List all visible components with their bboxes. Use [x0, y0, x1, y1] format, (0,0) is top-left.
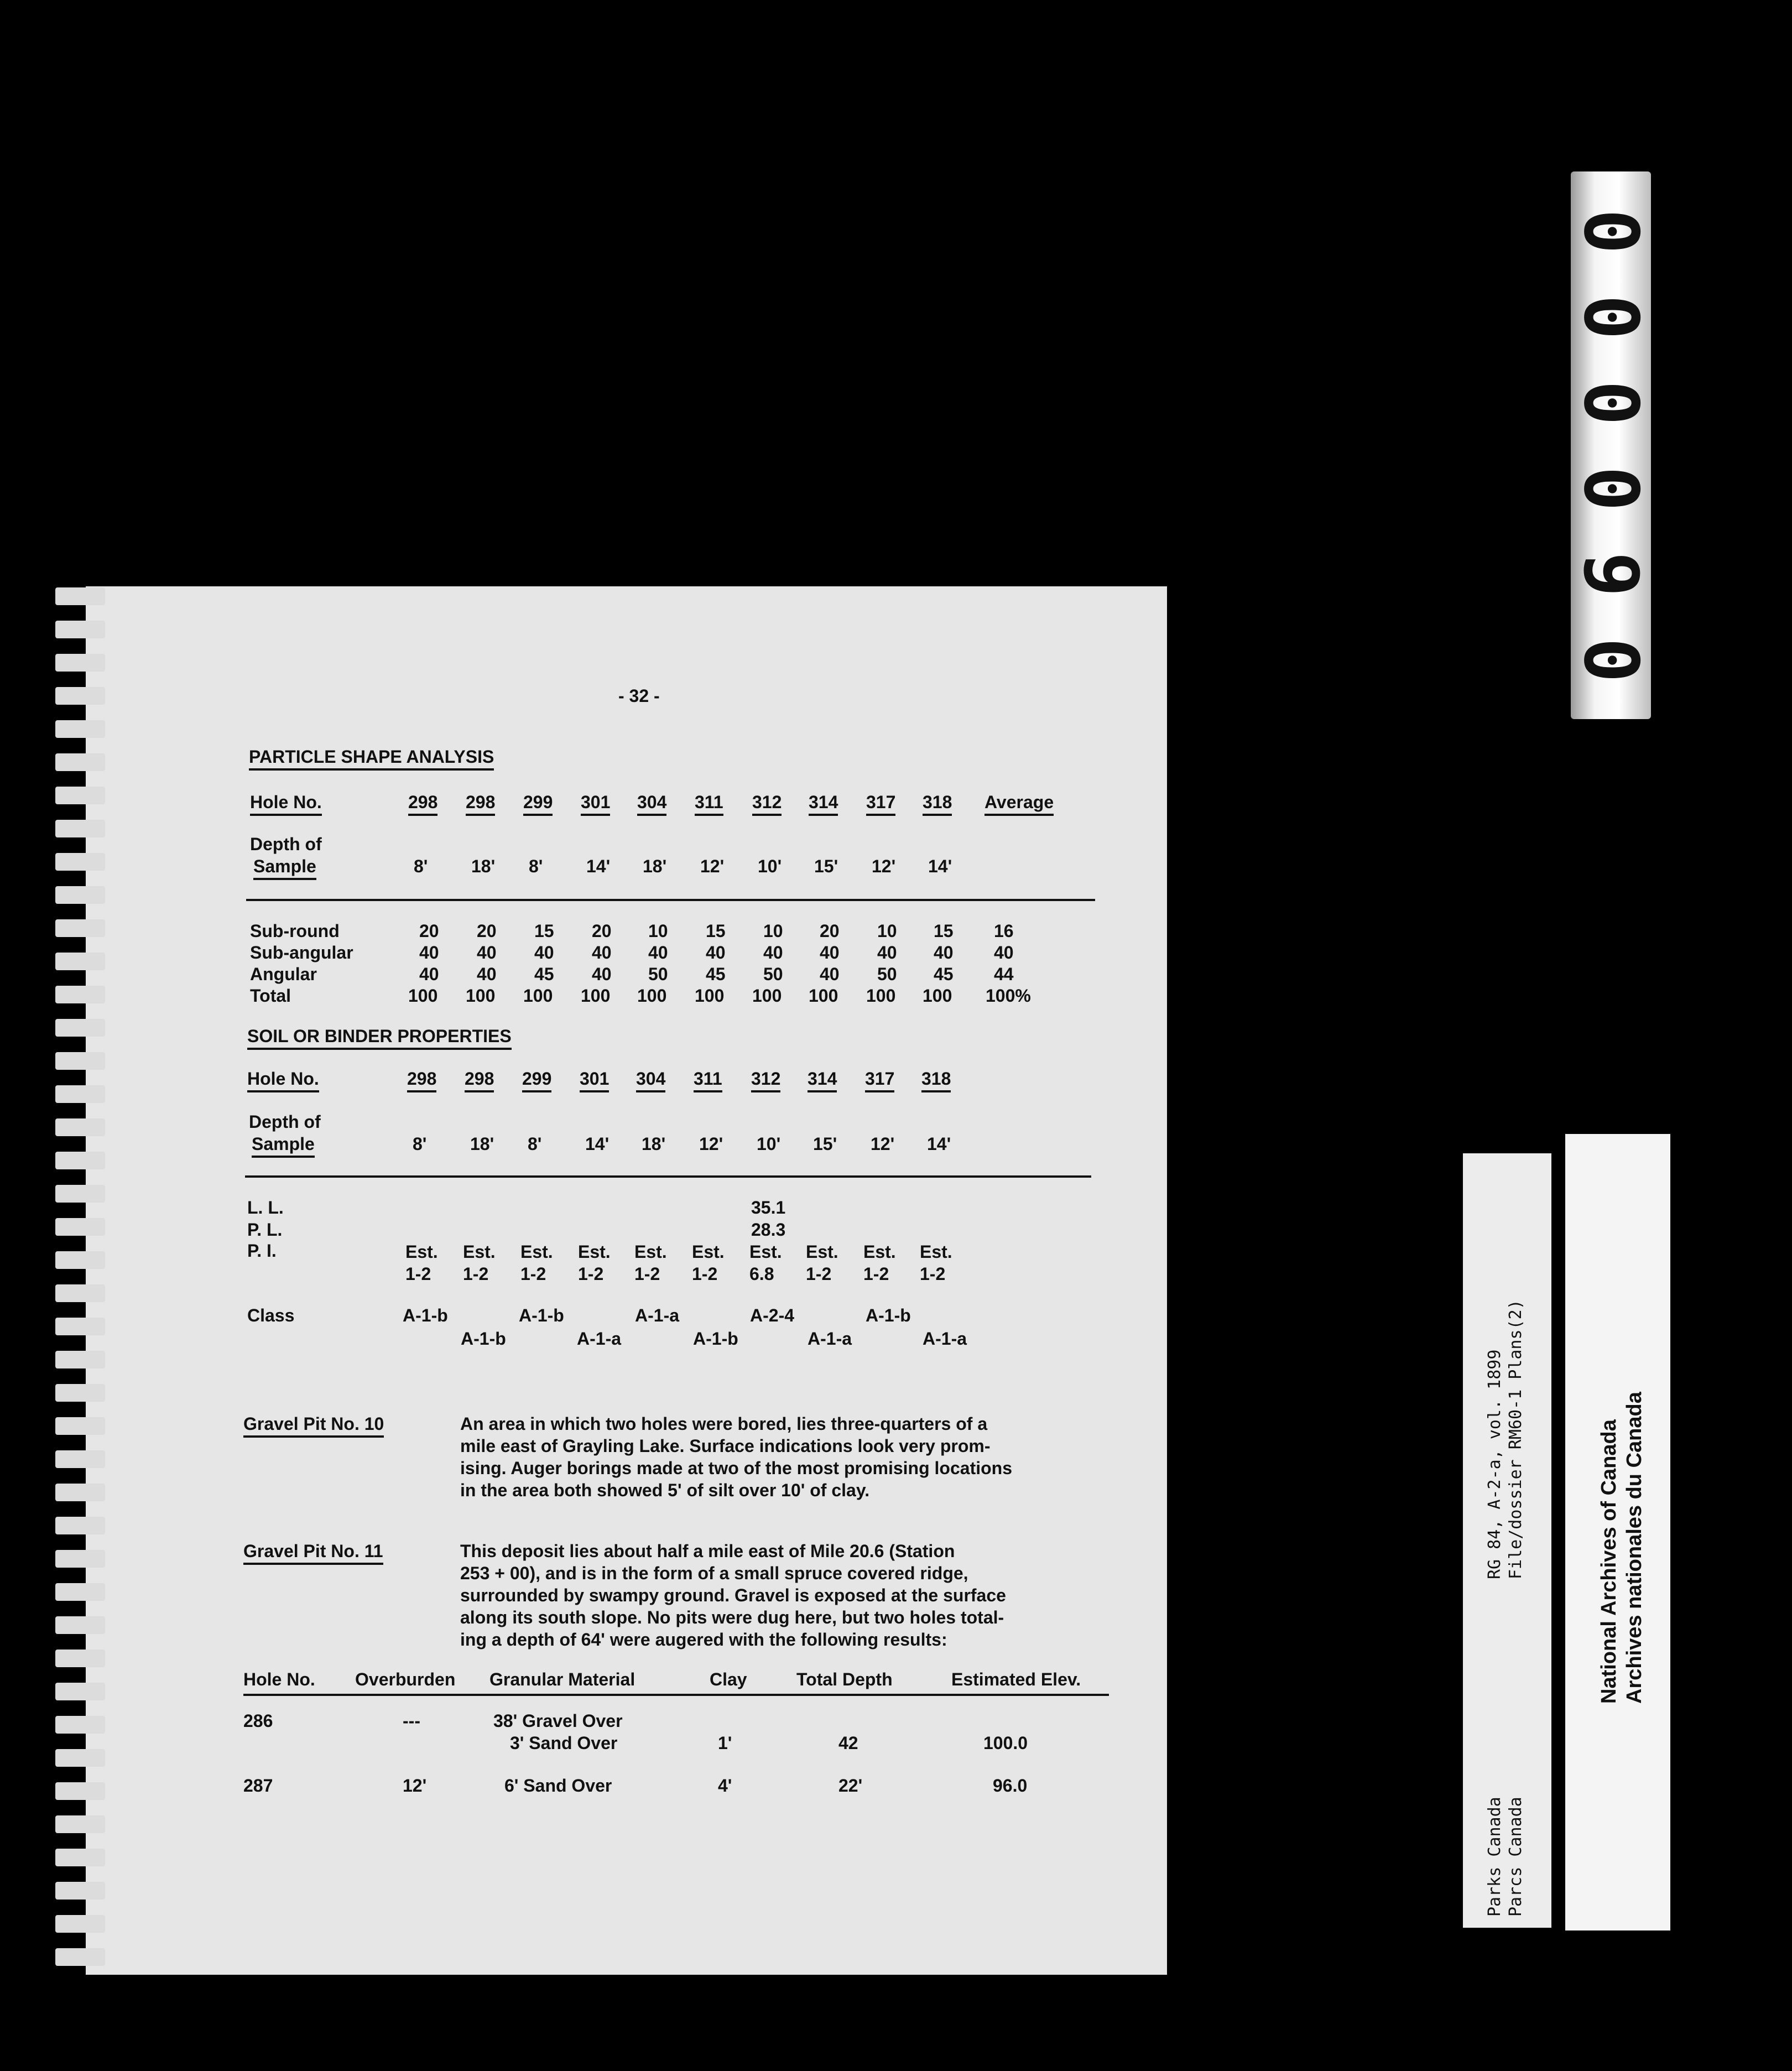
particle-cell: 20 — [592, 921, 612, 941]
particle-cell: 100 — [695, 986, 725, 1006]
pi-est-label: Est. — [806, 1242, 838, 1262]
particle-depth-value: 12' — [700, 856, 725, 876]
particle-average-cell: 100% — [986, 986, 1031, 1006]
soil-depth-value: 8' — [528, 1134, 542, 1154]
row1-hole: 286 — [243, 1711, 273, 1731]
spiral-coil — [55, 1616, 105, 1634]
class-value: A-1-b — [866, 1305, 911, 1325]
soil-hole-number: 312 — [751, 1069, 780, 1092]
particle-cell: 100 — [866, 986, 896, 1006]
particle-cell: 40 — [534, 943, 554, 962]
soil-hole-number: 311 — [694, 1069, 722, 1092]
particle-cell: 10 — [648, 921, 668, 941]
row2-total: 22' — [838, 1776, 863, 1796]
class-value: A-1-b — [461, 1329, 506, 1349]
pit10-text-line: in the area both showed 5' of silt over 10' of clay. — [460, 1480, 870, 1500]
particle-depth-value: 8' — [529, 856, 543, 876]
particle-average-cell: 16 — [994, 921, 1014, 941]
frame-digit: 0 — [1567, 294, 1654, 340]
particle-cell: 10 — [763, 921, 783, 941]
class-value: A-2-4 — [750, 1305, 795, 1325]
frame-number-strip — [1567, 171, 1654, 719]
soil-depth-value: 15' — [813, 1134, 837, 1154]
particle-cell: 40 — [820, 964, 840, 984]
pi-value: 1-2 — [578, 1264, 604, 1284]
spiral-coil — [55, 1417, 105, 1435]
spiral-coil — [55, 1052, 105, 1070]
pi-est-label: Est. — [463, 1242, 496, 1262]
class-value: A-1-a — [923, 1329, 967, 1349]
row1-granular-2: 3' Sand Over — [510, 1733, 618, 1753]
row2-granular: 6' Sand Over — [504, 1776, 612, 1796]
row2-elev: 96.0 — [993, 1776, 1028, 1796]
particle-cell: 50 — [877, 964, 897, 984]
particle-cell: 100 — [523, 986, 553, 1006]
particle-cell: 10 — [877, 921, 897, 941]
row2-clay: 4' — [718, 1776, 732, 1796]
particle-hole-label: Hole No. — [250, 792, 322, 816]
pit11-text-line: This deposit lies about half a mile east of Mile 20.6 (Station — [460, 1541, 955, 1561]
spiral-coil — [55, 1450, 105, 1468]
particle-cell: 40 — [419, 943, 439, 962]
spiral-coil — [55, 1649, 105, 1667]
particle-row-label: Sub-round — [250, 921, 340, 941]
pi-value: 1-2 — [920, 1264, 946, 1284]
row1-elev: 100.0 — [983, 1733, 1028, 1753]
spiral-coil — [55, 1583, 105, 1601]
spiral-coil — [55, 1152, 105, 1169]
particle-average-label: Average — [984, 792, 1054, 816]
particle-cell: 40 — [477, 943, 497, 962]
archives-line2: Archives nationales du Canada — [1623, 1392, 1646, 1704]
results-column-header: Total Depth — [796, 1669, 893, 1689]
pl-value: 28.3 — [751, 1220, 786, 1240]
particle-cell: 20 — [820, 921, 840, 941]
particle-cell: 45 — [534, 964, 554, 984]
pi-value: 1-2 — [634, 1264, 660, 1284]
spiral-coil — [55, 1118, 105, 1136]
results-column-header: Overburden — [355, 1669, 456, 1689]
particle-cell: 20 — [419, 921, 439, 941]
pit10-text-line: mile east of Grayling Lake. Surface indications look very prom- — [460, 1436, 991, 1456]
particle-hole-number: 299 — [523, 792, 553, 816]
spiral-coil — [55, 1948, 105, 1966]
particle-cell: 100 — [466, 986, 496, 1006]
particle-cell: 100 — [809, 986, 838, 1006]
particle-cell: 40 — [592, 964, 612, 984]
soil-hole-number: 304 — [636, 1069, 665, 1092]
particle-section-title: PARTICLE SHAPE ANALYSIS — [249, 747, 494, 771]
spiral-coil — [55, 654, 105, 672]
spiral-coil — [55, 853, 105, 871]
spiral-coil — [55, 1251, 105, 1269]
particle-cell: 50 — [763, 964, 783, 984]
particle-cell: 45 — [706, 964, 726, 984]
spiral-coil — [55, 919, 105, 937]
soil-hole-label: Hole No. — [247, 1069, 319, 1092]
particle-cell: 40 — [763, 943, 783, 962]
pit11-text-line: ing a depth of 64' were augered with the following results: — [460, 1630, 947, 1649]
particle-hole-number: 318 — [923, 792, 952, 816]
archives-label — [1565, 1134, 1670, 1930]
spiral-coil — [55, 986, 105, 1003]
pi-value: 1-2 — [520, 1264, 546, 1284]
particle-hole-number: 301 — [581, 792, 610, 816]
soil-depth-label: Depth of — [249, 1112, 321, 1132]
pi-est-label: Est. — [749, 1242, 782, 1262]
class-value: A-1-b — [519, 1305, 564, 1325]
soil-hole-number: 299 — [522, 1069, 551, 1092]
results-column-header: Hole No. — [243, 1669, 315, 1689]
particle-hole-number: 312 — [752, 792, 782, 816]
spiral-coil — [55, 1318, 105, 1335]
pi-value: 6.8 — [749, 1264, 774, 1284]
pit11-text-line: 253 + 00), and is in the form of a small spruce covered ridge, — [460, 1563, 968, 1583]
row1-total: 42 — [838, 1733, 858, 1753]
spiral-coil — [55, 886, 105, 904]
pit11-text-line: along its south slope. No pits were dug here, but two holes total- — [460, 1607, 1004, 1627]
row1-clay: 1' — [718, 1733, 732, 1753]
particle-depth-value: 14' — [928, 856, 952, 876]
frame-digit: 0 — [1567, 209, 1654, 254]
spiral-coil — [55, 1882, 105, 1900]
spiral-coil — [55, 1351, 105, 1368]
particle-row-label: Sub-angular — [250, 943, 353, 962]
row1-granular-1: 38' Gravel Over — [493, 1711, 623, 1731]
pl-label: P. L. — [247, 1220, 283, 1240]
spiral-coil — [55, 1085, 105, 1103]
class-value: A-1-b — [403, 1305, 448, 1325]
particle-cell: 100 — [637, 986, 667, 1006]
ll-value: 35.1 — [751, 1198, 786, 1217]
particle-cell: 45 — [934, 964, 954, 984]
particle-depth-label: Depth of — [250, 834, 322, 854]
particle-hole-number: 311 — [695, 792, 723, 816]
pit11-heading: Gravel Pit No. 11 — [243, 1541, 383, 1565]
spiral-coil — [55, 820, 105, 837]
spiral-coil — [55, 1517, 105, 1534]
soil-depth-value: 18' — [470, 1134, 494, 1154]
pi-est-label: Est. — [920, 1242, 952, 1262]
particle-depth-value: 8' — [414, 856, 428, 876]
particle-hole-number: 314 — [809, 792, 838, 816]
particle-hole-number: 317 — [866, 792, 895, 816]
particle-cell: 50 — [648, 964, 668, 984]
pi-value: 1-2 — [692, 1264, 718, 1284]
results-column-header: Estimated Elev. — [951, 1669, 1081, 1689]
particle-hole-number: 298 — [408, 792, 437, 816]
frame-digit: 0 — [1567, 466, 1654, 512]
pi-value: 1-2 — [405, 1264, 431, 1284]
pi-est-label: Est. — [692, 1242, 725, 1262]
spiral-coil — [55, 621, 105, 638]
spiral-coil — [55, 1683, 105, 1700]
particle-row-label: Total — [250, 986, 291, 1006]
spiral-coil — [55, 1550, 105, 1568]
particle-sample-label: Sample — [253, 856, 316, 880]
soil-hole-number: 314 — [808, 1069, 837, 1092]
particle-cell: 100 — [752, 986, 782, 1006]
pit10-text-line: An area in which two holes were bored, lies three-quarters of a — [460, 1414, 988, 1434]
spiral-coil — [55, 1849, 105, 1866]
archives-line1: National Archives of Canada — [1597, 1419, 1621, 1704]
particle-cell: 15 — [934, 921, 954, 941]
pi-value: 1-2 — [863, 1264, 889, 1284]
file-ref-line2: File/dossier RM60-1 Plans(2) — [1506, 1299, 1525, 1579]
soil-hole-number: 298 — [465, 1069, 494, 1092]
particle-hole-number: 298 — [466, 792, 495, 816]
particle-cell: 40 — [592, 943, 612, 962]
pi-value: 1-2 — [806, 1264, 832, 1284]
particle-cell: 40 — [706, 943, 726, 962]
pit11-text-line: surrounded by swampy ground. Gravel is exposed at the surface — [460, 1585, 1006, 1605]
spiral-binding — [55, 581, 108, 1980]
class-value: A-1-b — [693, 1329, 738, 1349]
row2-overburden: 12' — [403, 1776, 427, 1796]
particle-depth-value: 18' — [471, 856, 496, 876]
soil-sample-label: Sample — [252, 1134, 315, 1158]
particle-cell: 40 — [820, 943, 840, 962]
spiral-coil — [55, 687, 105, 705]
pi-est-label: Est. — [520, 1242, 553, 1262]
class-value: A-1-a — [635, 1305, 680, 1325]
spiral-coil — [55, 1019, 105, 1037]
spiral-coil — [55, 1782, 105, 1800]
soil-depth-value: 12' — [699, 1134, 723, 1154]
soil-rule — [245, 1175, 1091, 1178]
row2-hole: 287 — [243, 1776, 273, 1796]
spiral-coil — [55, 1749, 105, 1767]
particle-depth-value: 10' — [758, 856, 782, 876]
spiral-coil — [55, 1815, 105, 1833]
spiral-coil — [55, 1384, 105, 1402]
particle-cell: 100 — [408, 986, 438, 1006]
pit10-text-line: ising. Auger borings made at two of the most promising locations — [460, 1458, 1012, 1478]
spiral-coil — [55, 1716, 105, 1734]
spiral-coil — [55, 1915, 105, 1933]
particle-depth-value: 18' — [643, 856, 667, 876]
particle-hole-number: 304 — [637, 792, 666, 816]
class-label: Class — [247, 1305, 295, 1325]
file-ref-line4: Parcs Canada — [1506, 1797, 1525, 1917]
particle-cell: 40 — [877, 943, 897, 962]
particle-cell: 20 — [477, 921, 497, 941]
particle-cell: 100 — [581, 986, 611, 1006]
row1-overburden: --- — [403, 1711, 420, 1731]
spiral-coil — [55, 1218, 105, 1236]
pi-value: 1-2 — [463, 1264, 489, 1284]
particle-depth-value: 15' — [814, 856, 838, 876]
pit10-heading: Gravel Pit No. 10 — [243, 1414, 384, 1438]
particle-cell: 15 — [534, 921, 554, 941]
particle-depth-value: 12' — [872, 856, 896, 876]
particle-cell: 40 — [477, 964, 497, 984]
soil-depth-value: 12' — [871, 1134, 895, 1154]
soil-depth-value: 18' — [642, 1134, 666, 1154]
file-reference-label — [1463, 1153, 1551, 1928]
particle-average-cell: 44 — [994, 964, 1014, 984]
pi-est-label: Est. — [863, 1242, 896, 1262]
results-column-header: Granular Material — [489, 1669, 635, 1689]
pi-label: P. I. — [247, 1241, 277, 1261]
soil-hole-number: 317 — [865, 1069, 894, 1092]
soil-section-title: SOIL OR BINDER PROPERTIES — [247, 1026, 512, 1050]
class-value: A-1-a — [808, 1329, 852, 1349]
soil-depth-value: 10' — [757, 1134, 781, 1154]
spiral-coil — [55, 1284, 105, 1302]
particle-depth-value: 14' — [586, 856, 611, 876]
spiral-coil — [55, 953, 105, 970]
spiral-coil — [55, 587, 105, 605]
class-value: A-1-a — [577, 1329, 622, 1349]
pi-est-label: Est. — [405, 1242, 438, 1262]
ll-label: L. L. — [247, 1198, 284, 1217]
file-ref-line3: Parks Canada — [1485, 1797, 1504, 1917]
spiral-coil — [55, 1185, 105, 1203]
spiral-coil — [55, 1484, 105, 1501]
soil-depth-value: 14' — [927, 1134, 951, 1154]
frame-digit: 9 — [1567, 551, 1654, 597]
particle-cell: 100 — [923, 986, 952, 1006]
results-header-rule — [243, 1694, 1109, 1696]
spiral-coil — [55, 753, 105, 771]
soil-depth-value: 14' — [585, 1134, 610, 1154]
spiral-coil — [55, 720, 105, 738]
frame-digit: 0 — [1567, 380, 1654, 426]
particle-row-label: Angular — [250, 964, 317, 984]
frame-digit: 0 — [1567, 637, 1654, 683]
particle-cell: 40 — [648, 943, 668, 962]
soil-hole-number: 298 — [407, 1069, 436, 1092]
particle-cell: 40 — [419, 964, 439, 984]
pi-est-label: Est. — [578, 1242, 611, 1262]
results-column-header: Clay — [710, 1669, 747, 1689]
particle-average-cell: 40 — [994, 943, 1014, 962]
soil-hole-number: 301 — [580, 1069, 609, 1092]
particle-cell: 15 — [706, 921, 726, 941]
file-ref-line1: RG 84, A-2-a, vol. 1899 — [1485, 1349, 1504, 1579]
soil-hole-number: 318 — [921, 1069, 951, 1092]
pi-est-label: Est. — [634, 1242, 667, 1262]
soil-depth-value: 8' — [413, 1134, 427, 1154]
spiral-coil — [55, 787, 105, 804]
particle-cell: 40 — [934, 943, 954, 962]
page-number: - 32 - — [618, 686, 660, 706]
particle-rule — [246, 899, 1095, 901]
